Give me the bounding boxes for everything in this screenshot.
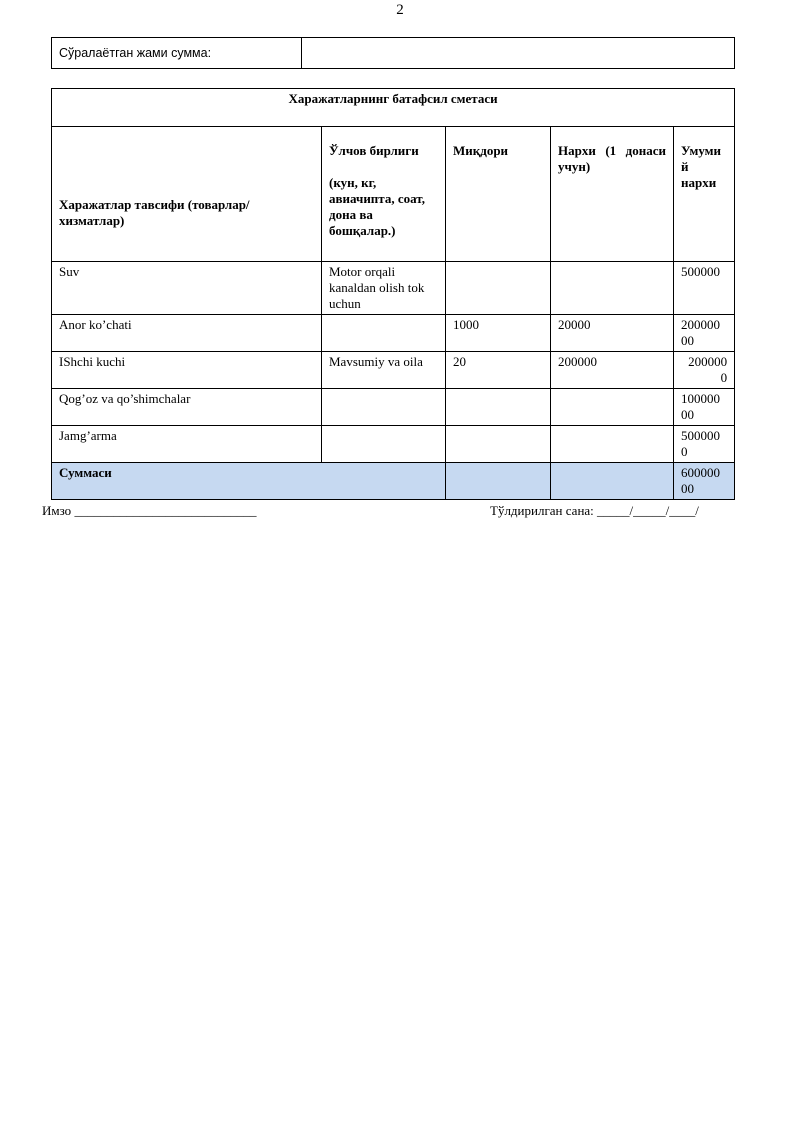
requested-total-box	[51, 37, 735, 69]
row-total[interactable]	[674, 315, 735, 352]
row-total[interactable]	[674, 352, 735, 389]
date-label: Тўлдирилган сана:	[490, 503, 594, 518]
row-quantity[interactable]	[446, 262, 551, 315]
signature-label: Имзо	[42, 503, 72, 518]
sum-price	[551, 463, 674, 500]
row-description[interactable]: Jamg’arma	[52, 426, 322, 463]
row-unit[interactable]: Motor orqali kanaldan olish tok uchun	[322, 262, 446, 315]
row-total-part2: 00	[681, 407, 694, 422]
row-price[interactable]: 20000	[551, 315, 674, 352]
table-row	[52, 262, 735, 315]
row-price[interactable]: 200000	[551, 352, 674, 389]
row-description[interactable]: Suv	[52, 262, 322, 315]
header-unit	[322, 127, 446, 262]
estimate-title: Харажатларнинг батафсил сметаси	[52, 89, 735, 127]
sum-total-part1: 600000	[681, 465, 720, 480]
row-unit[interactable]	[322, 426, 446, 463]
signature-blank[interactable]: ____________________________	[74, 503, 257, 518]
row-price[interactable]	[551, 426, 674, 463]
row-price[interactable]	[551, 262, 674, 315]
sum-label: Суммаси	[52, 463, 446, 500]
row-total[interactable]	[674, 389, 735, 426]
row-total-part1: 500000	[681, 264, 720, 279]
row-total[interactable]	[674, 262, 735, 315]
estimate-table	[51, 88, 735, 500]
row-total-part2: 0	[720, 370, 728, 385]
header-total-part3: нархи	[681, 175, 717, 190]
header-total-part2: й	[681, 159, 689, 174]
row-unit[interactable]	[322, 315, 446, 352]
page-number: 2	[396, 2, 404, 18]
header-description: Харажатлар тавсифи (товарлар/хизматлар)	[52, 127, 322, 262]
header-total-part1: Умуми	[681, 143, 722, 158]
row-description[interactable]: Anor ko’chati	[52, 315, 322, 352]
row-quantity[interactable]: 20	[446, 352, 551, 389]
row-total[interactable]	[674, 426, 735, 463]
requested-total-label: Сўралаётган жами сумма:	[52, 38, 302, 68]
header-quantity: Миқдори	[446, 127, 551, 262]
sum-quantity	[446, 463, 551, 500]
row-description[interactable]: Qog’oz va qo’shimchalar	[52, 389, 322, 426]
row-total-part1: 200000	[681, 317, 720, 332]
row-unit[interactable]	[322, 389, 446, 426]
row-total-part1: 500000	[681, 428, 720, 443]
table-row	[52, 426, 735, 463]
header-price: Нархи (1 донаси учун)	[551, 127, 674, 262]
date-line	[490, 503, 699, 519]
row-description[interactable]: IShchi kuchi	[52, 352, 322, 389]
row-quantity[interactable]	[446, 389, 551, 426]
row-total-part1: 100000	[681, 391, 720, 406]
sum-total-part2: 00	[681, 481, 694, 496]
row-total-part2: 0	[681, 444, 688, 459]
row-quantity[interactable]: 1000	[446, 315, 551, 352]
row-unit[interactable]: Mavsumiy va oila	[322, 352, 446, 389]
table-row	[52, 352, 735, 389]
row-total-part1: 200000	[688, 354, 728, 369]
date-blank[interactable]: _____/_____/____/	[597, 503, 699, 518]
table-row	[52, 315, 735, 352]
header-total	[674, 127, 735, 262]
requested-total-value[interactable]	[302, 38, 734, 68]
header-unit-examples: (кун, кг, авиачипта, соат, дона ва бошқалар.)	[329, 175, 425, 238]
table-row	[52, 389, 735, 426]
row-total-part2: 00	[681, 333, 694, 348]
row-quantity[interactable]	[446, 426, 551, 463]
row-price[interactable]	[551, 389, 674, 426]
sum-row	[52, 463, 735, 500]
signature-line	[42, 503, 256, 519]
header-unit-title: Ўлчов бирлиги	[329, 143, 419, 158]
sum-total[interactable]	[674, 463, 735, 500]
